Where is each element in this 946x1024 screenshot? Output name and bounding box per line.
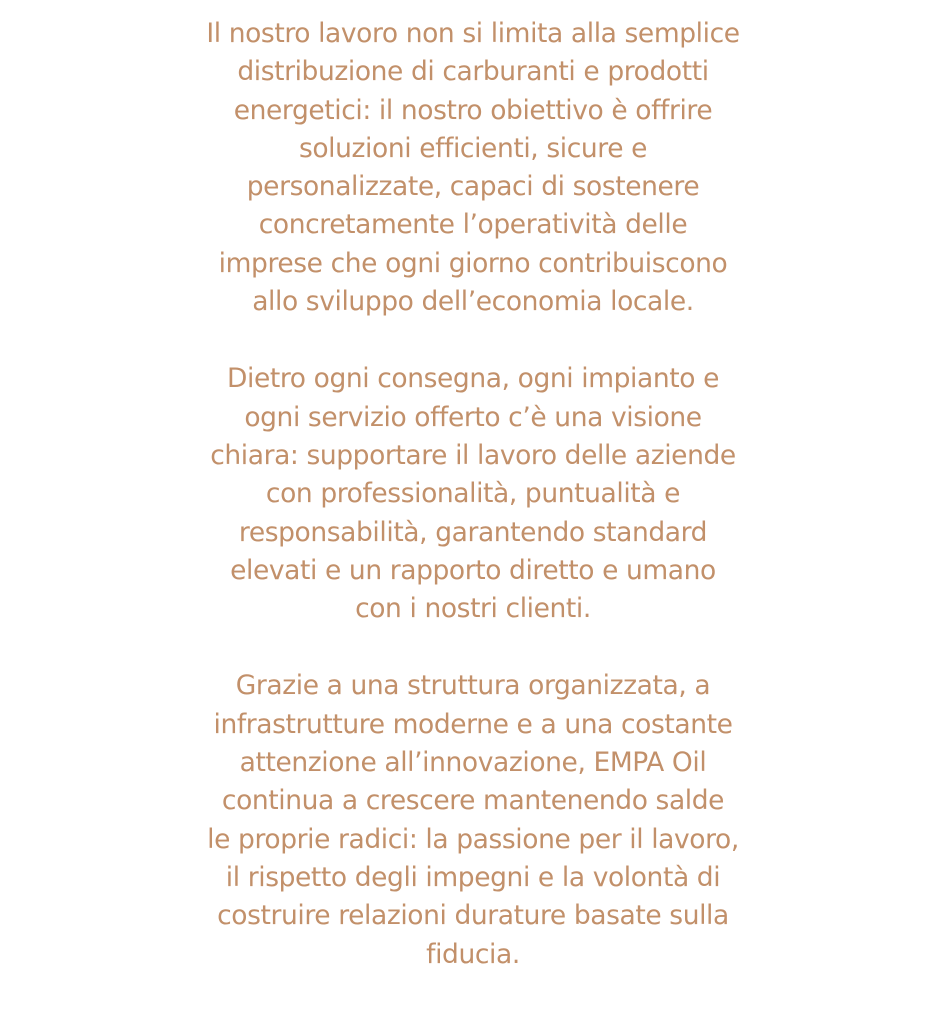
text-line: responsabilità, garantendo standard (238, 516, 708, 548)
text-line: personalizzate, capaci di sostenere (246, 171, 700, 203)
about-paragraph-1 (193, 15, 753, 321)
text-line: con professionalità, puntualità e (265, 478, 681, 510)
about-paragraph-2 (193, 360, 753, 628)
about-paragraph-3 (193, 667, 753, 973)
text-line: Il nostro lavoro non si limita alla semplice (206, 18, 740, 49)
text-line: il rispetto degli impegni e la volontà di (225, 861, 721, 893)
text-line: continua a crescere mantenendo salde (221, 785, 725, 817)
text-line: chiara: supportare il lavoro delle aziende (210, 439, 736, 471)
text-line: fiducia. (426, 938, 520, 970)
text-line: distribuzione di carburanti e prodotti (237, 56, 709, 88)
text-line: le proprie radici: la passione per il lavoro, (207, 823, 739, 855)
text-line: attenzione all’innovazione, EMPA Oil (239, 747, 707, 779)
text-line: energetici: il nostro obiettivo è offrire (233, 94, 713, 126)
text-line: con i nostri clienti. (355, 593, 591, 625)
text-line: costruire relazioni durature basate sulla (217, 900, 729, 932)
text-line: Dietro ogni consegna, ogni impianto e (227, 363, 719, 395)
text-line: infrastrutture moderne e a una costante (213, 708, 733, 740)
about-text-section (0, 15, 946, 974)
text-line: concretamente l’operatività delle (258, 209, 688, 241)
text-line: soluzioni efficienti, sicure e (298, 132, 648, 164)
text-line: imprese che ogni giorno contribuiscono (218, 247, 728, 279)
text-line: elevati e un rapporto diretto e umano (230, 554, 716, 586)
text-line: ogni servizio offerto c’è una visione (244, 401, 702, 433)
text-line: allo sviluppo dell’economia locale. (252, 286, 694, 318)
text-line: Grazie a una struttura organizzata, a (235, 670, 711, 702)
